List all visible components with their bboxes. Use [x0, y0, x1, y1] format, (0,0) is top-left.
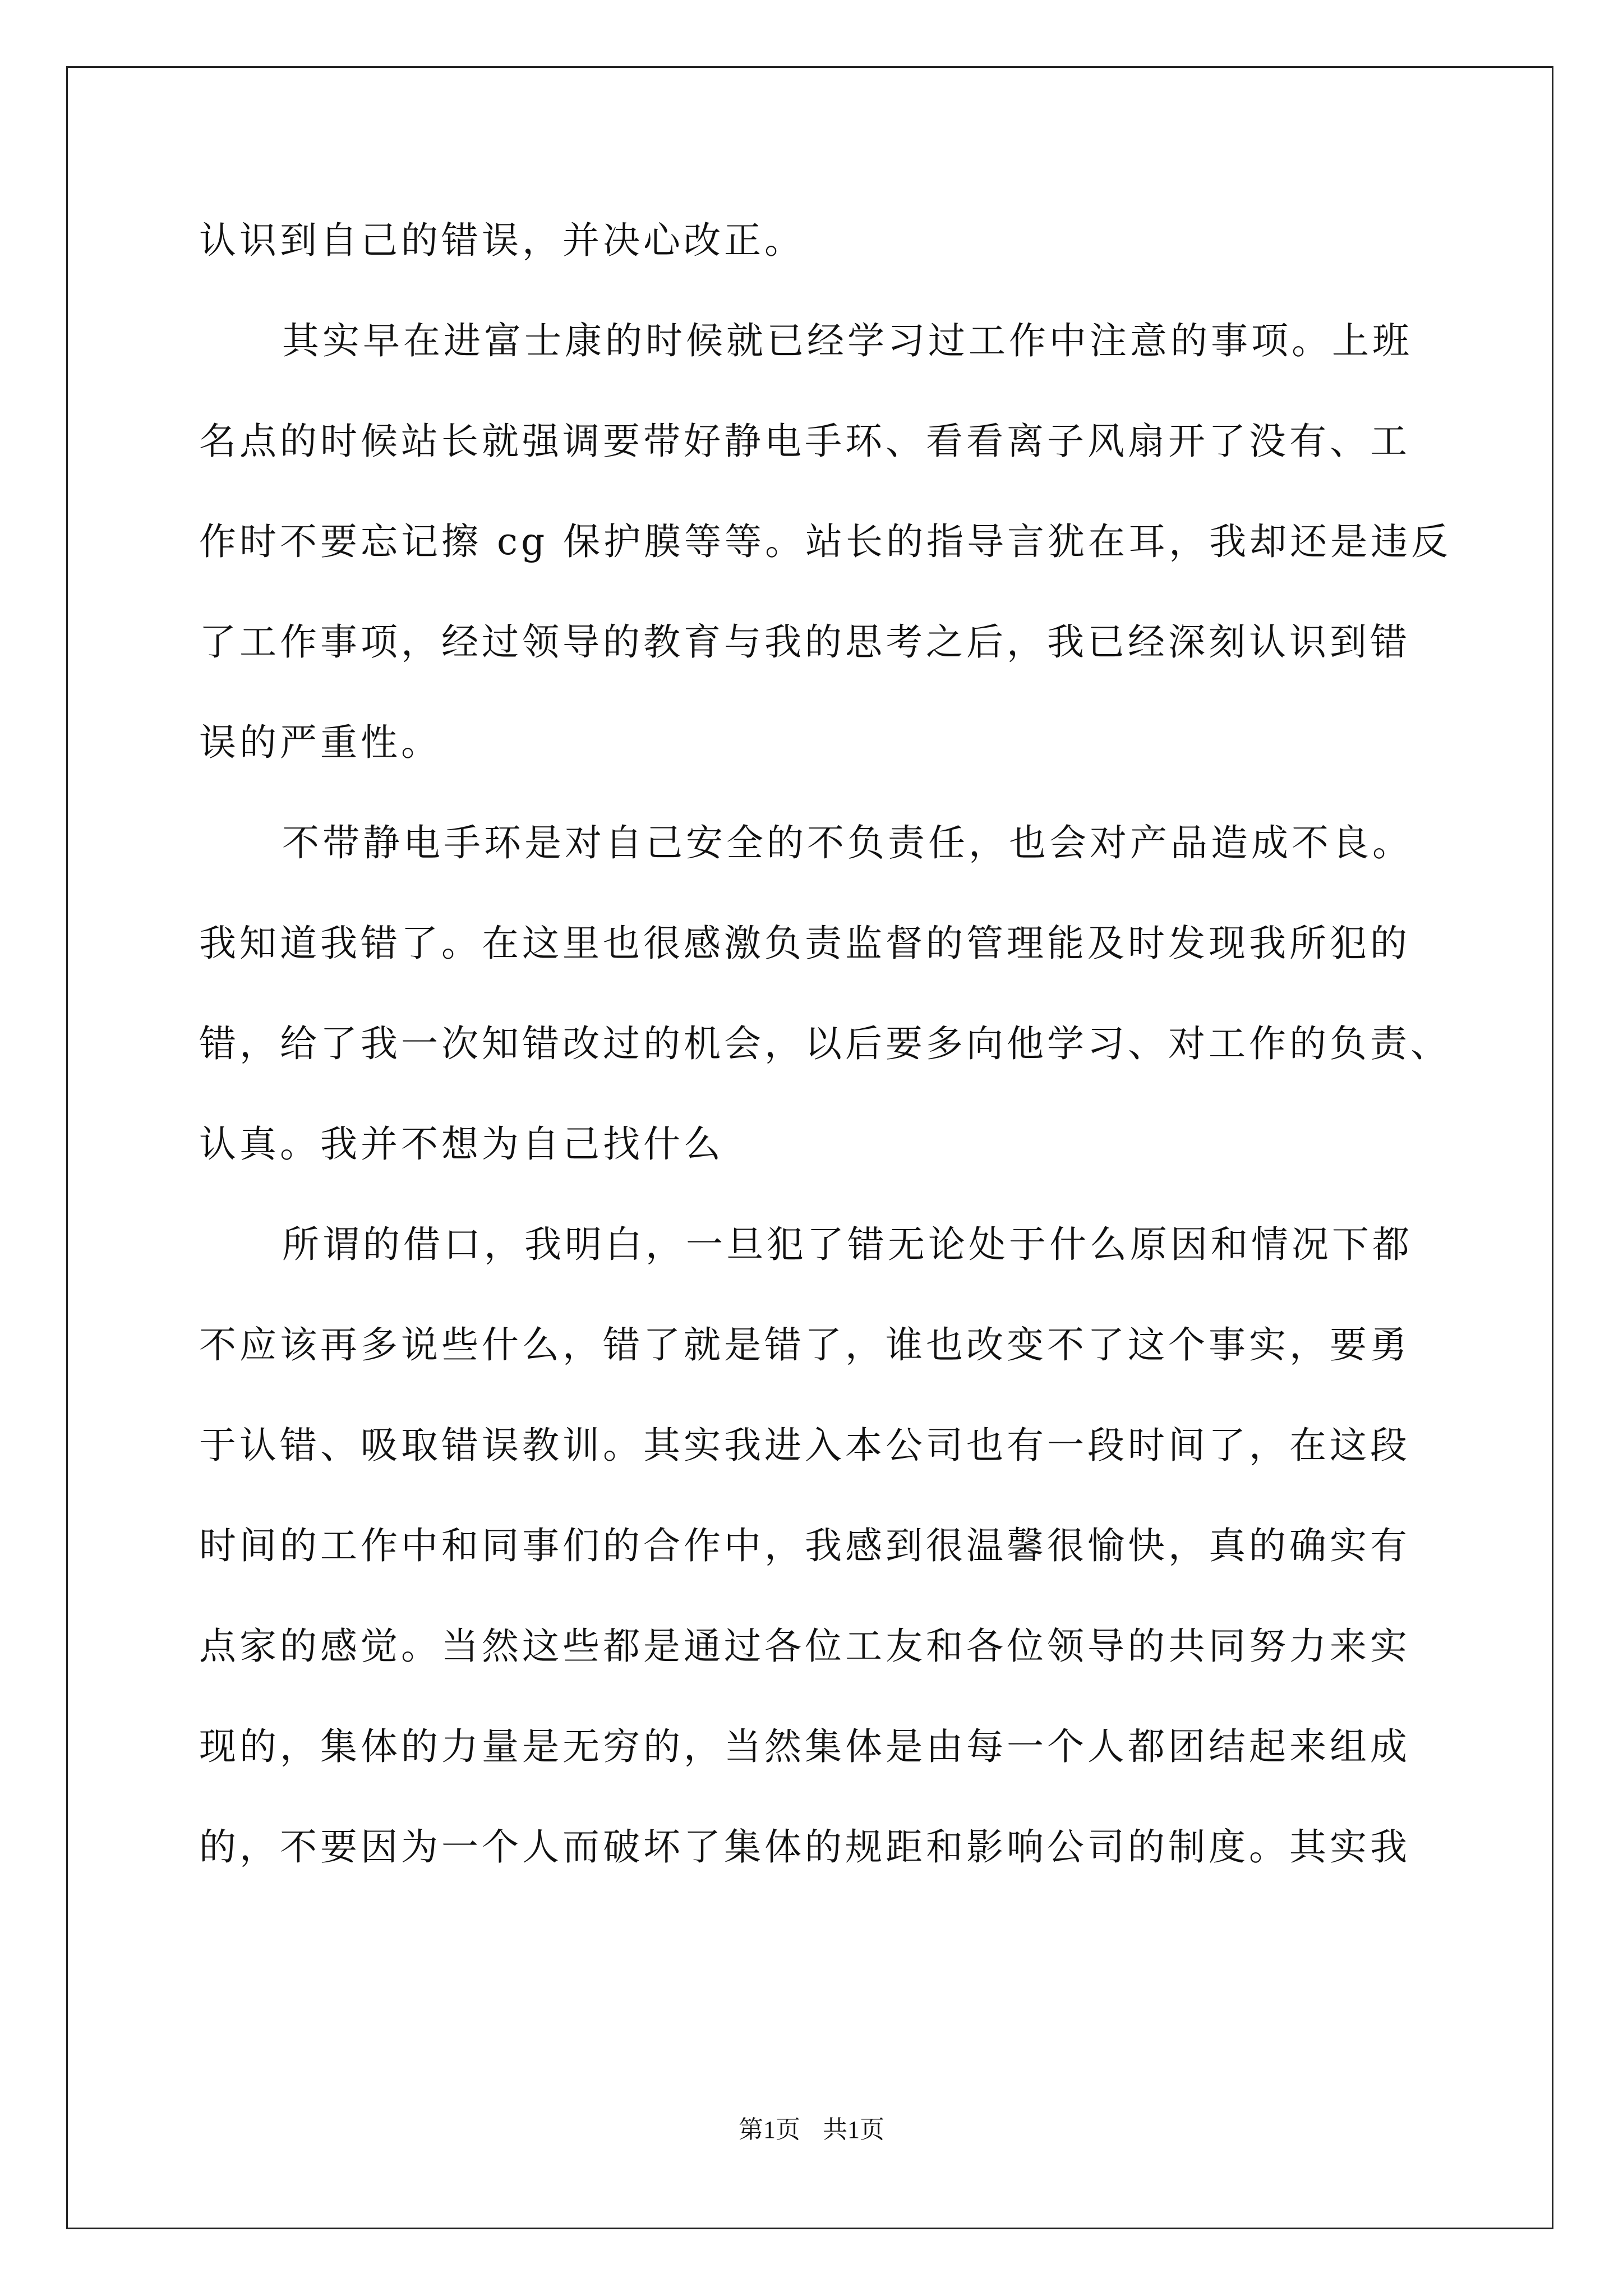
text-line: 我知道我错了。在这里也很感激负责监督的管理能及时发现我所犯的: [199, 922, 1410, 965]
text-line: 作时不要忘记擦 cg 保护膜等等。站长的指导言犹在耳，我却还是违反: [199, 520, 1452, 563]
text-line: 时间的工作中和同事们的合作中，我感到很温馨很愉快，真的确实有: [199, 1524, 1410, 1567]
text-line: 现的，集体的力量是无穷的，当然集体是由每一个人都团结起来组成: [199, 1725, 1410, 1768]
text-line: 于认错、吸取错误教训。其实我进入本公司也有一段时间了，在这段: [199, 1424, 1410, 1467]
text-line: 不应该再多说些什么，错了就是错了，谁也改变不了这个事实，要勇: [199, 1323, 1410, 1366]
page-number-total: 共1页: [823, 2116, 884, 2143]
text-line: 了工作事项，经过领导的教育与我的思考之后，我已经深刻认识到错: [199, 620, 1410, 664]
page-footer: [0, 2109, 1623, 2145]
text-line: 点家的感觉。当然这些都是通过各位工友和各位领导的共同努力来实: [199, 1625, 1410, 1668]
text-line: 认真。我并不想为自己找什么: [199, 1122, 724, 1166]
text-line: 误的严重性。: [199, 721, 441, 764]
text-line: 名点的时候站长就强调要带好静电手环、看看离子风扇开了没有、工: [199, 420, 1410, 463]
text-line: 错，给了我一次知错改过的机会，以后要多向他学习、对工作的负责、: [199, 1022, 1451, 1065]
text-line: 其实早在进富士康的时候就已经学习过工作中注意的事项。上班: [282, 319, 1413, 362]
text-line: 的，不要因为一个人而破坏了集体的规距和影响公司的制度。其实我: [199, 1825, 1410, 1869]
text-line: 不带静电手环是对自己安全的不负责任，也会对产品造成不良。: [282, 821, 1413, 864]
document-body: [199, 206, 1450, 1913]
page-number-current: 第1页: [739, 2116, 800, 2143]
text-line: 所谓的借口，我明白，一旦犯了错无论处于什么原因和情况下都: [282, 1223, 1413, 1266]
text-line: 认识到自己的错误，并决心改正。: [199, 219, 805, 262]
